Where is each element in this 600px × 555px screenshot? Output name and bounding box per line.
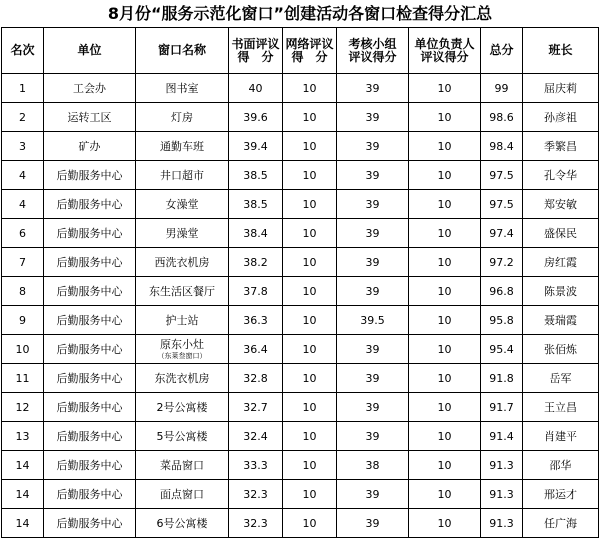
table-row	[2, 219, 599, 248]
head-score-cell: 10	[409, 335, 481, 364]
team-score-cell: 39	[337, 190, 409, 219]
header-row	[2, 28, 599, 74]
window-cell: 井口超市	[136, 161, 229, 190]
table-row	[2, 509, 599, 538]
team-score-cell: 39.5	[337, 306, 409, 335]
network-score-cell: 10	[283, 306, 337, 335]
rank-cell: 14	[2, 451, 44, 480]
table-row	[2, 306, 599, 335]
window-cell: 女澡堂	[136, 190, 229, 219]
window-cell: 东洗衣机房	[136, 364, 229, 393]
written-score-cell: 32.4	[229, 422, 283, 451]
total-score-cell: 95.8	[481, 306, 523, 335]
unit-cell: 后勤服务中心	[44, 190, 136, 219]
column-header-line1: 窗口名称	[157, 43, 206, 57]
network-score-cell: 10	[283, 451, 337, 480]
head-score-cell: 10	[409, 480, 481, 509]
window-cell: 面点窗口	[136, 480, 229, 509]
leader-cell: 孔令华	[523, 161, 599, 190]
window-cell: 5号公寓楼	[136, 422, 229, 451]
team-score-cell: 39	[337, 74, 409, 103]
leader-cell: 屈庆莉	[523, 74, 599, 103]
table-row	[2, 393, 599, 422]
unit-cell: 后勤服务中心	[44, 509, 136, 538]
written-score-cell: 38.2	[229, 248, 283, 277]
unit-cell: 工会办	[44, 74, 136, 103]
head-score-cell: 10	[409, 190, 481, 219]
leader-cell: 肖建平	[523, 422, 599, 451]
total-score-cell: 98.6	[481, 103, 523, 132]
written-score-cell: 38.5	[229, 190, 283, 219]
team-score-cell: 39	[337, 393, 409, 422]
column-header-head-score	[409, 28, 481, 74]
column-header-window-name	[136, 28, 229, 74]
network-score-cell: 10	[283, 277, 337, 306]
written-score-cell: 39.4	[229, 132, 283, 161]
rank-cell: 2	[2, 103, 44, 132]
leader-cell: 孙彦祖	[523, 103, 599, 132]
rank-cell: 13	[2, 422, 44, 451]
rank-cell: 14	[2, 480, 44, 509]
score-table	[1, 27, 599, 538]
network-score-cell: 10	[283, 103, 337, 132]
total-score-cell: 97.5	[481, 161, 523, 190]
table-row	[2, 335, 599, 364]
unit-cell: 后勤服务中心	[44, 451, 136, 480]
leader-cell: 季繁昌	[523, 132, 599, 161]
rank-cell: 10	[2, 335, 44, 364]
window-cell: 菜品窗口	[136, 451, 229, 480]
network-score-cell: 10	[283, 219, 337, 248]
column-header-line1: 网络评议	[285, 36, 334, 51]
rank-cell: 4	[2, 190, 44, 219]
window-cell: 男澡堂	[136, 219, 229, 248]
unit-cell: 后勤服务中心	[44, 277, 136, 306]
network-score-cell: 10	[283, 190, 337, 219]
column-header-written-score	[229, 28, 283, 74]
total-score-cell: 97.4	[481, 219, 523, 248]
column-header-line2: 评议得分	[348, 49, 397, 64]
network-score-cell: 10	[283, 364, 337, 393]
network-score-cell: 10	[283, 393, 337, 422]
column-header-line1: 单位负责人	[414, 36, 475, 51]
team-score-cell: 39	[337, 422, 409, 451]
total-score-cell: 91.3	[481, 451, 523, 480]
total-score-cell: 91.3	[481, 509, 523, 538]
total-score-cell: 91.3	[481, 480, 523, 509]
written-score-cell: 32.3	[229, 480, 283, 509]
network-score-cell: 10	[283, 422, 337, 451]
written-score-cell: 36.3	[229, 306, 283, 335]
head-score-cell: 10	[409, 422, 481, 451]
total-score-cell: 97.2	[481, 248, 523, 277]
unit-cell: 矿办	[44, 132, 136, 161]
leader-cell: 郑安敏	[523, 190, 599, 219]
rank-cell: 8	[2, 277, 44, 306]
window-note: （东莱叁窗口）	[157, 352, 207, 360]
total-score-cell: 96.8	[481, 277, 523, 306]
column-header-line1: 总分	[489, 43, 514, 57]
team-score-cell: 39	[337, 219, 409, 248]
window-cell: 灯房	[136, 103, 229, 132]
window-cell: 西洗衣机房	[136, 248, 229, 277]
column-header-line1: 名次	[10, 43, 35, 57]
head-score-cell: 10	[409, 103, 481, 132]
team-score-cell: 39	[337, 509, 409, 538]
head-score-cell: 10	[409, 132, 481, 161]
window-cell: 东生活区餐厅	[136, 277, 229, 306]
leader-cell: 邵华	[523, 451, 599, 480]
window-cell: 6号公寓楼	[136, 509, 229, 538]
network-score-cell: 10	[283, 335, 337, 364]
window-cell: 2号公寓楼	[136, 393, 229, 422]
unit-cell: 后勤服务中心	[44, 219, 136, 248]
leader-cell: 聂瑞霞	[523, 306, 599, 335]
column-header-line1: 考核小组	[348, 36, 397, 51]
column-header-team-score	[337, 28, 409, 74]
leader-cell: 任广海	[523, 509, 599, 538]
table-body	[2, 74, 599, 538]
leader-cell: 王立昌	[523, 393, 599, 422]
column-header-line1: 班长	[548, 43, 573, 57]
team-score-cell: 39	[337, 248, 409, 277]
unit-cell: 后勤服务中心	[44, 480, 136, 509]
network-score-cell: 10	[283, 132, 337, 161]
column-header-line1: 书面评议	[231, 36, 280, 51]
rank-cell: 1	[2, 74, 44, 103]
window-cell	[136, 335, 229, 364]
team-score-cell: 39	[337, 132, 409, 161]
written-score-cell: 33.3	[229, 451, 283, 480]
rank-cell: 7	[2, 248, 44, 277]
leader-cell: 邢运才	[523, 480, 599, 509]
table-row	[2, 277, 599, 306]
table-row	[2, 74, 599, 103]
team-score-cell: 39	[337, 335, 409, 364]
column-header-line1: 单位	[77, 43, 102, 57]
rank-cell: 3	[2, 132, 44, 161]
table-row	[2, 451, 599, 480]
table-row	[2, 422, 599, 451]
written-score-cell: 36.4	[229, 335, 283, 364]
written-score-cell: 32.8	[229, 364, 283, 393]
unit-cell: 后勤服务中心	[44, 422, 136, 451]
team-score-cell: 39	[337, 480, 409, 509]
total-score-cell: 91.7	[481, 393, 523, 422]
written-score-cell: 32.7	[229, 393, 283, 422]
leader-cell: 盛保民	[523, 219, 599, 248]
written-score-cell: 37.8	[229, 277, 283, 306]
team-score-cell: 39	[337, 103, 409, 132]
column-header-rank	[2, 28, 44, 74]
network-score-cell: 10	[283, 480, 337, 509]
column-header-line2: 得 分	[291, 49, 328, 64]
head-score-cell: 10	[409, 248, 481, 277]
head-score-cell: 10	[409, 306, 481, 335]
rank-cell: 4	[2, 161, 44, 190]
team-score-cell: 39	[337, 277, 409, 306]
rank-cell: 12	[2, 393, 44, 422]
head-score-cell: 10	[409, 393, 481, 422]
table-row	[2, 132, 599, 161]
table-row	[2, 364, 599, 393]
network-score-cell: 10	[283, 248, 337, 277]
table-row	[2, 248, 599, 277]
column-header-line2: 得 分	[237, 49, 274, 64]
column-header-unit	[44, 28, 136, 74]
written-score-cell: 38.5	[229, 161, 283, 190]
head-score-cell: 10	[409, 364, 481, 393]
leader-cell: 陈景波	[523, 277, 599, 306]
team-score-cell: 39	[337, 161, 409, 190]
page-title: 8月份“服务示范化窗口”创建活动各窗口检查得分汇总	[107, 4, 493, 23]
written-score-cell: 39.6	[229, 103, 283, 132]
leader-cell: 房红霞	[523, 248, 599, 277]
table-row	[2, 480, 599, 509]
leader-cell: 张佰炼	[523, 335, 599, 364]
total-score-cell: 99	[481, 74, 523, 103]
head-score-cell: 10	[409, 74, 481, 103]
head-score-cell: 10	[409, 277, 481, 306]
table-row	[2, 103, 599, 132]
column-header-network-score	[283, 28, 337, 74]
rank-cell: 11	[2, 364, 44, 393]
window-cell: 图书室	[136, 74, 229, 103]
total-score-cell: 98.4	[481, 132, 523, 161]
column-header-total-score	[481, 28, 523, 74]
written-score-cell: 38.4	[229, 219, 283, 248]
table-row	[2, 190, 599, 219]
unit-cell: 后勤服务中心	[44, 393, 136, 422]
rank-cell: 6	[2, 219, 44, 248]
head-score-cell: 10	[409, 509, 481, 538]
unit-cell: 后勤服务中心	[44, 364, 136, 393]
unit-cell: 后勤服务中心	[44, 306, 136, 335]
network-score-cell: 10	[283, 161, 337, 190]
total-score-cell: 91.8	[481, 364, 523, 393]
team-score-cell: 39	[337, 364, 409, 393]
team-score-cell: 38	[337, 451, 409, 480]
head-score-cell: 10	[409, 219, 481, 248]
written-score-cell: 40	[229, 74, 283, 103]
window-name: 原东小灶	[160, 338, 204, 351]
total-score-cell: 97.5	[481, 190, 523, 219]
leader-cell: 岳军	[523, 364, 599, 393]
unit-cell: 运转工区	[44, 103, 136, 132]
unit-cell: 后勤服务中心	[44, 248, 136, 277]
unit-cell: 后勤服务中心	[44, 161, 136, 190]
network-score-cell: 10	[283, 509, 337, 538]
rank-cell: 9	[2, 306, 44, 335]
window-cell: 通勤车班	[136, 132, 229, 161]
head-score-cell: 10	[409, 451, 481, 480]
column-header-leader	[523, 28, 599, 74]
table-row	[2, 161, 599, 190]
written-score-cell: 32.3	[229, 509, 283, 538]
total-score-cell: 95.4	[481, 335, 523, 364]
network-score-cell: 10	[283, 74, 337, 103]
window-cell: 护士站	[136, 306, 229, 335]
head-score-cell: 10	[409, 161, 481, 190]
unit-cell: 后勤服务中心	[44, 335, 136, 364]
column-header-line2: 评议得分	[420, 49, 469, 64]
total-score-cell: 91.4	[481, 422, 523, 451]
rank-cell: 14	[2, 509, 44, 538]
